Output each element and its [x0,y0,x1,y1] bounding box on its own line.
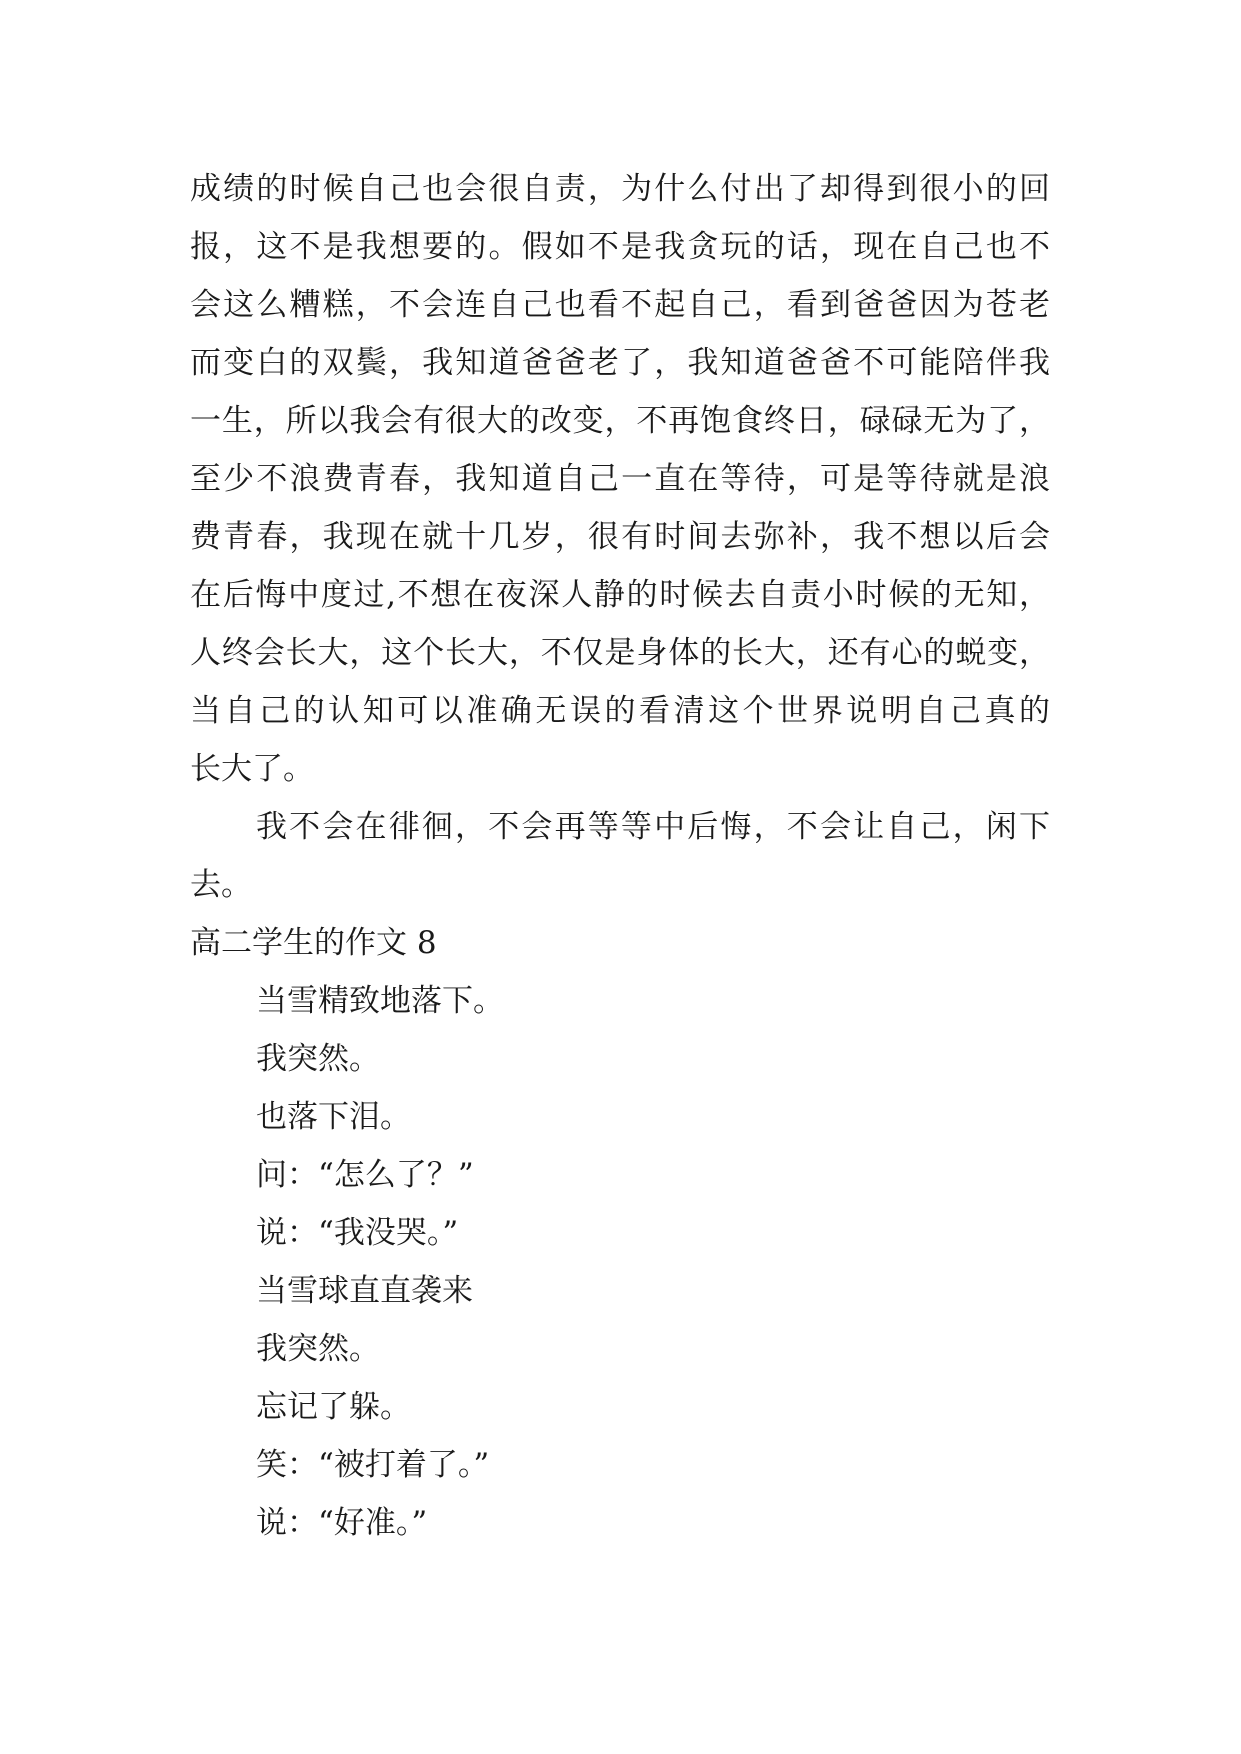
poem-line: 说：“我没哭。” [256,1215,459,1251]
poem-line: 当雪精致地落下。 [256,983,504,1019]
poem [190,972,1050,1552]
essay-paragraph-1 [190,160,1050,798]
paragraph-line: 而变白的双鬓，我知道爸爸老了，我知道爸爸不可能陪伴我 [190,345,1050,381]
poem-line: 我突然。 [256,1331,380,1367]
poem-line: 问：“怎么了？” [256,1157,474,1193]
paragraph-line: 一生，所以我会有很大的改变，不再饱食终日，碌碌无为了， [190,403,1050,439]
poem-line: 当雪球直直袭来 [256,1273,473,1309]
paragraph-line: 人终会长大，这个长大，不仅是身体的长大，还有心的蜕变， [190,635,1050,671]
essay-paragraph-2 [190,798,1050,914]
section-heading: 高二学生的作文 8 [190,925,437,961]
poem-line: 笑：“被打着了。” [256,1447,490,1483]
paragraph-line: 费青春，我现在就十几岁，很有时间去弥补，我不想以后会 [190,519,1050,555]
paragraph-line: 长大了。 [190,751,314,787]
paragraph-line: 在后悔中度过,不想在夜深人静的时候去自责小时候的无知， [190,577,1050,613]
paragraph-line: 报，这不是我想要的。假如不是我贪玩的话，现在自己也不 [190,229,1050,265]
poem-line: 我突然。 [256,1041,380,1077]
paragraph-line: 去。 [190,867,252,903]
paragraph-line: 当自己的认知可以准确无误的看清这个世界说明自己真的 [190,693,1050,729]
poem-line: 也落下泪。 [256,1099,411,1135]
paragraph-line: 会这么糟糕，不会连自己也看不起自己，看到爸爸因为苍老 [190,287,1050,323]
poem-line: 说：“好准。” [256,1505,428,1541]
poem-line: 忘记了躲。 [256,1389,411,1425]
paragraph-line: 我不会在徘徊，不会再等等中后悔，不会让自己，闲下 [256,809,1050,845]
paragraph-line: 成绩的时候自己也会很自责，为什么付出了却得到很小的回 [190,171,1050,207]
paragraph-line: 至少不浪费青春，我知道自己一直在等待，可是等待就是浪 [190,461,1050,497]
document-body [190,160,1050,1552]
